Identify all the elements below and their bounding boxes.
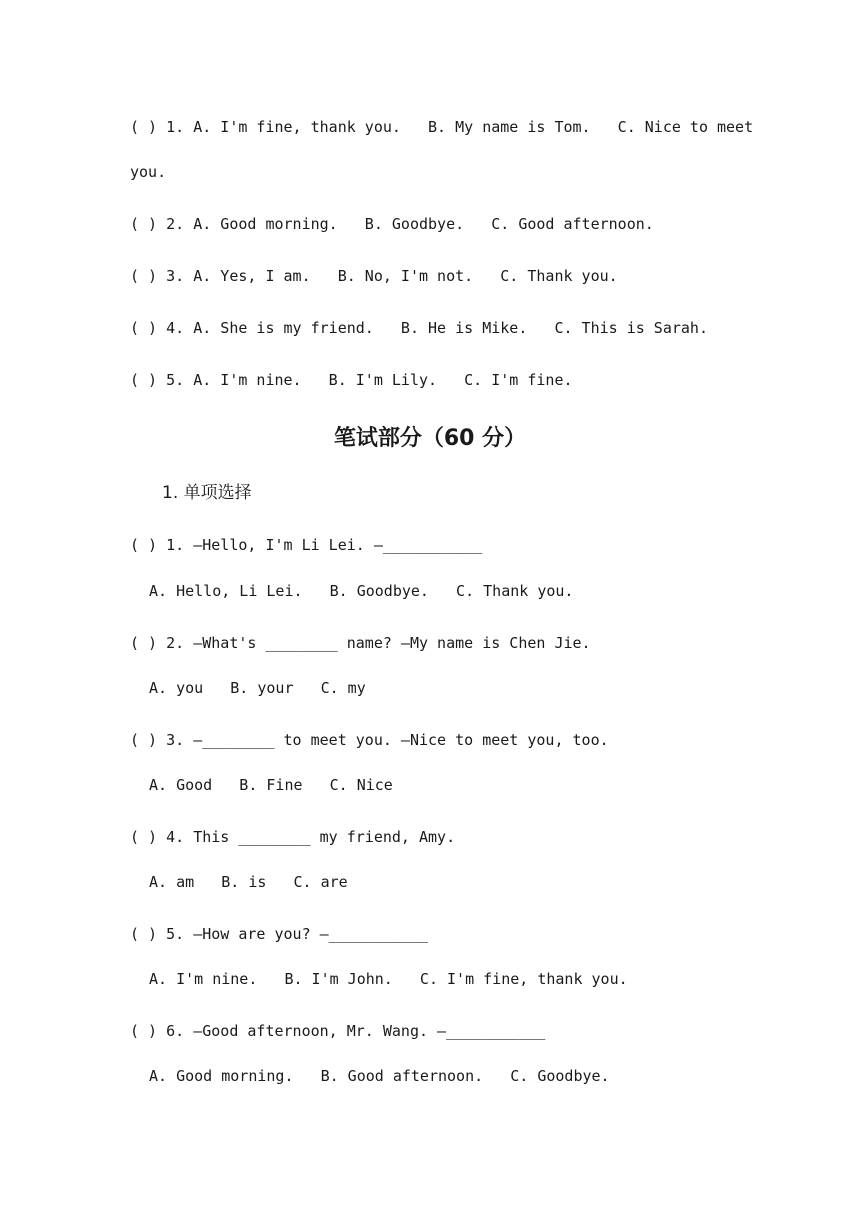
listening-question-1-continuation: you. [130, 163, 167, 181]
choice-question-2: ( ) 2. —What's ________ name? —My name is Chen Jie. [130, 634, 591, 652]
choice-question-5-options: A. I'm nine. B. I'm John. C. I'm fine, thank you. [149, 970, 628, 988]
choice-question-1: ( ) 1. —Hello, I'm Li Lei. —___________ [130, 536, 483, 554]
choice-question-3: ( ) 3. —________ to meet you. —Nice to meet you, too. [130, 731, 609, 749]
listening-question-5: ( ) 5. A. I'm nine. B. I'm Lily. C. I'm fine. [130, 371, 573, 389]
choice-question-2-options: A. you B. your C. my [149, 679, 366, 697]
written-section-title: 笔试部分（60 分） [333, 426, 527, 451]
choice-question-5: ( ) 5. —How are you? —___________ [130, 925, 429, 943]
listening-question-3: ( ) 3. A. Yes, I am. B. No, I'm not. C. Thank you. [130, 267, 618, 285]
choice-question-4-options: A. am B. is C. are [149, 873, 348, 891]
listening-question-2: ( ) 2. A. Good morning. B. Goodbye. C. Good afternoon. [130, 215, 654, 233]
section-heading-single-choice: 1. 单项选择 [162, 483, 252, 503]
listening-question-1: ( ) 1. A. I'm fine, thank you. B. My name is Tom. C. Nice to meet [130, 118, 754, 136]
choice-question-6-options: A. Good morning. B. Good afternoon. C. Goodbye. [149, 1067, 610, 1085]
choice-question-6: ( ) 6. —Good afternoon, Mr. Wang. —___________ [130, 1022, 546, 1040]
choice-question-4: ( ) 4. This ________ my friend, Amy. [130, 828, 456, 846]
choice-question-3-options: A. Good B. Fine C. Nice [149, 776, 393, 794]
choice-question-1-options: A. Hello, Li Lei. B. Goodbye. C. Thank you. [149, 582, 574, 600]
listening-question-4: ( ) 4. A. She is my friend. B. He is Mike. C. This is Sarah. [130, 319, 708, 337]
